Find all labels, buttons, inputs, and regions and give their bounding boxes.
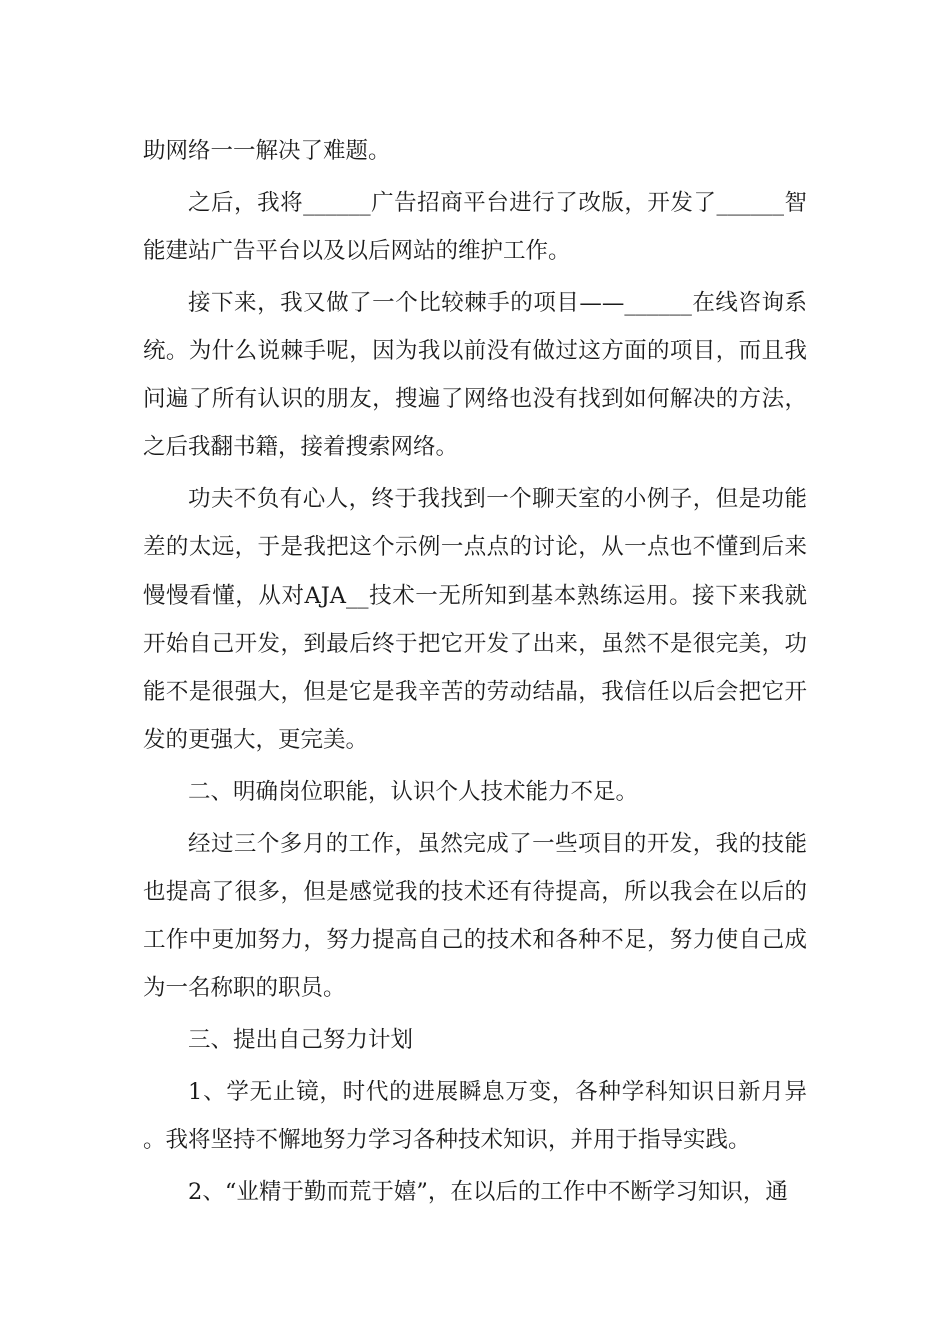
paragraph-chatroom-example: 功夫不负有心人，终于我找到一个聊天室的小例子，但是功能差的太远，于是我把这个示例一点点的讨论，从一点也不懂到后来慢慢看懂，从对AJA__技术一无所知到基本熟练运用。接下来我就开始自己开发，到最后终于把它开发了出来，虽然不是很完美，功能不是很强大，但是它是我辛苦的劳动结晶，我信任以后会把它开发的更强大，更完美。 — [143, 486, 807, 754]
section-heading-three: 三、提出自己努力计划 — [188, 1027, 414, 1054]
section-heading-two: 二、明确岗位职能，认识个人技术能力不足。 — [188, 779, 639, 806]
paragraph-skills-improvement: 经过三个多月的工作，虽然完成了一些项目的开发，我的技能也提高了很多，但是感觉我的技术还有待提高，所以我会在以后的工作中更加努力，努力提高自己的技术和各种不足，努力使自己成为一名称职的职员。 — [143, 830, 807, 1002]
document-body — [143, 127, 807, 1220]
plan-item-1: 1、学无止镜，时代的进展瞬息万变，各种学科知识日新月异。我将坚持不懈地努力学习各种技术知识，并用于指导实践。 — [143, 1079, 807, 1154]
plan-item-2: 2、“业精于勤而荒于嬉”，在以后的工作中不断学习知识，通 — [188, 1179, 788, 1206]
paragraph-platform-revision: 之后，我将______广告招商平台进行了改版，开发了______智能建站广告平台以及以后网站的维护工作。 — [143, 189, 807, 264]
paragraph-continuation: 助网络一一解决了难题。 — [143, 138, 391, 164]
paragraph-consulting-system: 接下来，我又做了一个比较棘手的项目——______在线咨询系统。为什么说棘手呢，因为我以前没有做过这方面的项目，而且我问遍了所有认识的朋友，搜遍了网络也没有找到如何解决的方法，之后我翻书籍，接着搜索网络。 — [143, 289, 807, 461]
